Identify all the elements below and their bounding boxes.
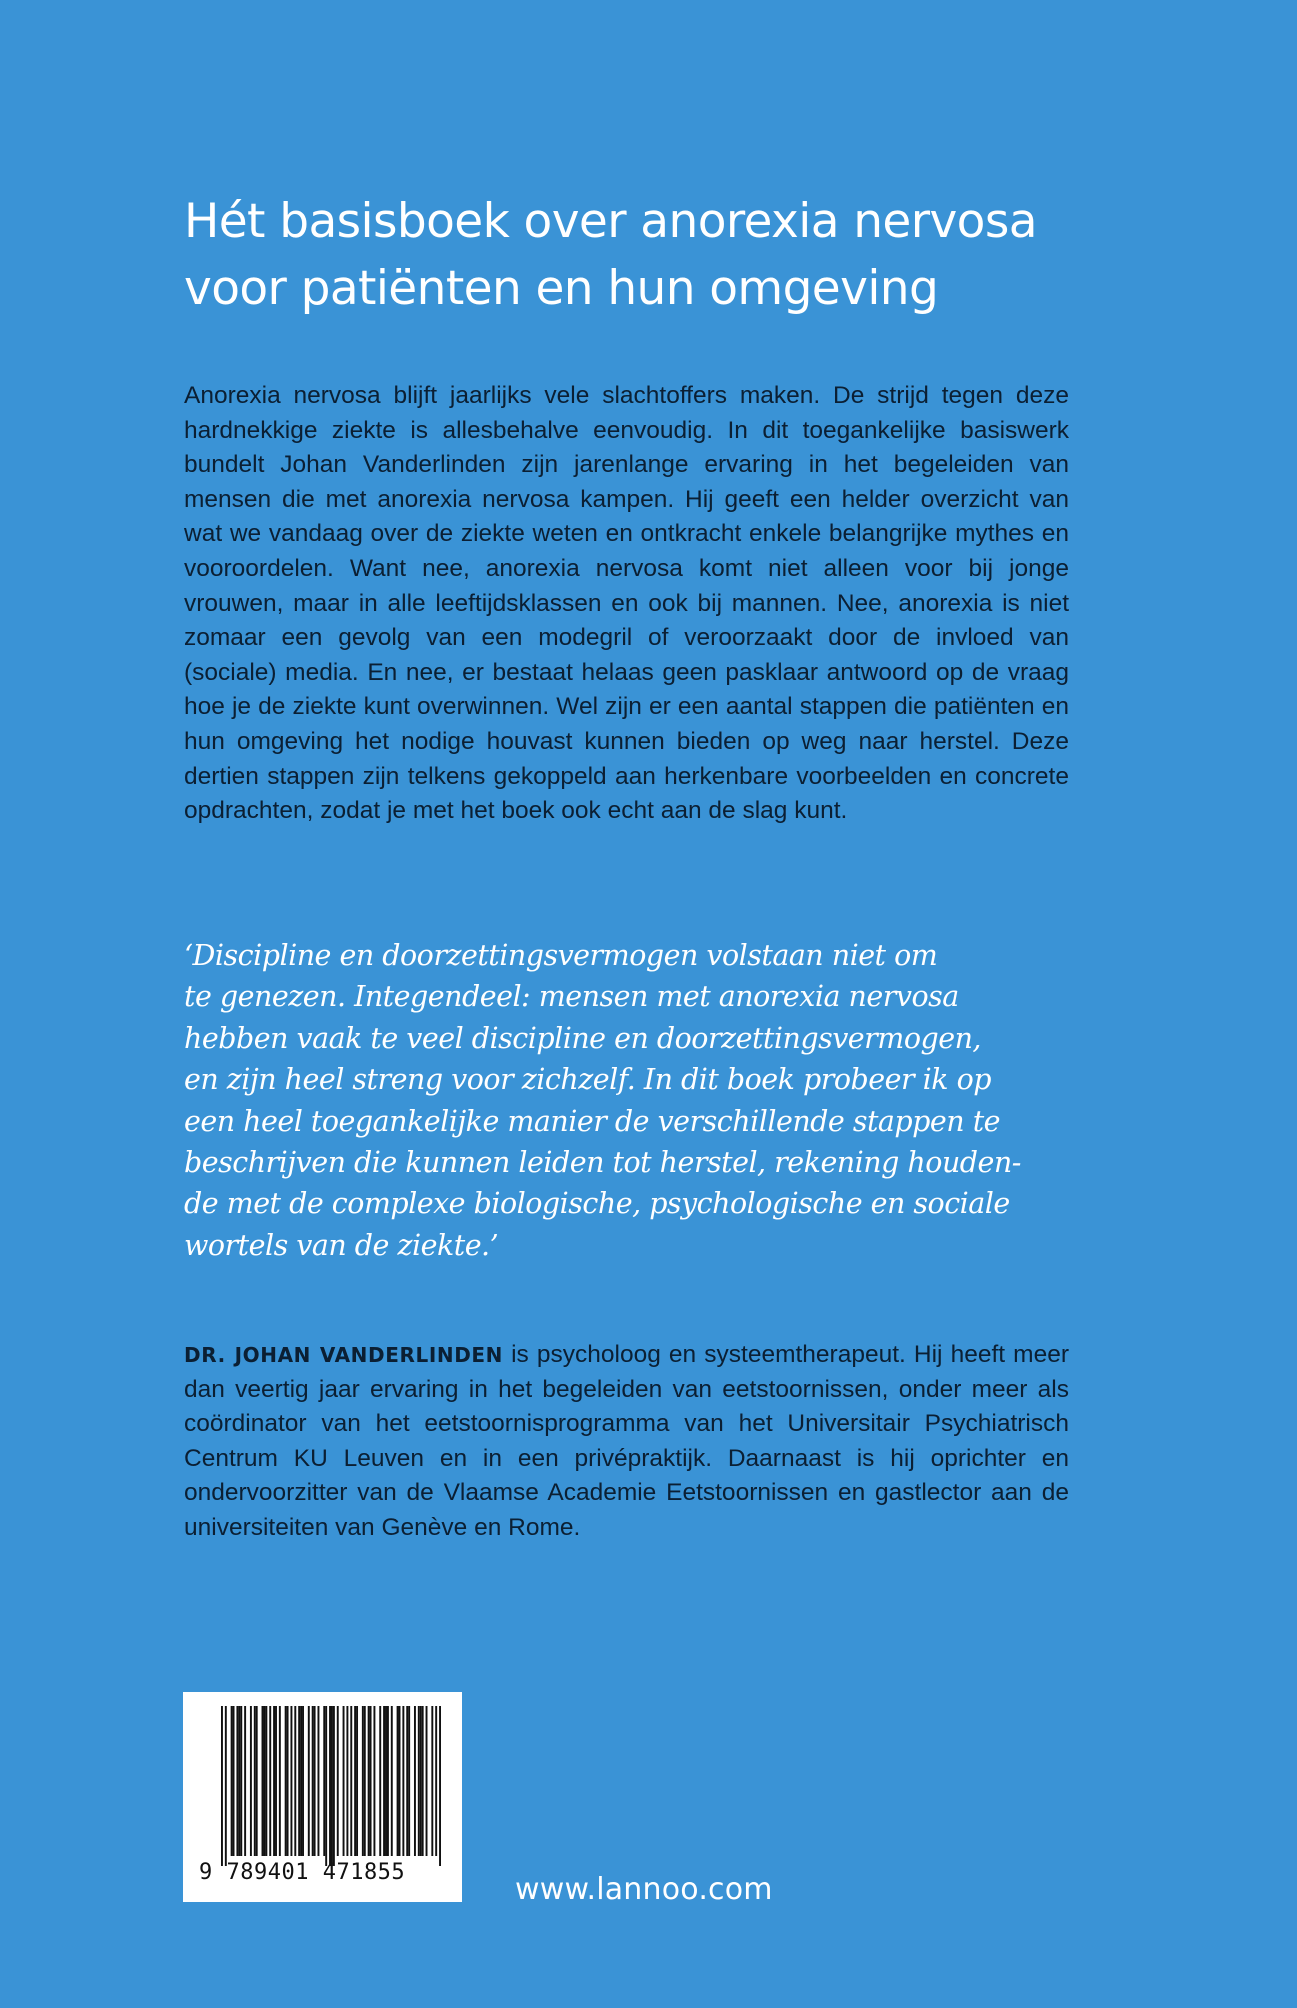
barcode-bar [265,1706,267,1856]
barcode-bar [331,1706,333,1866]
barcode-bar [418,1706,420,1856]
quote-line: wortels van de ziekte.’ [184,1228,499,1262]
barcode-bar [435,1706,437,1856]
barcode-bar [333,1706,335,1866]
barcode-bar [431,1706,433,1856]
barcode-bar [408,1706,410,1856]
author-quote [184,935,1084,1266]
barcode-bar [312,1706,314,1856]
barcode-bar [420,1706,422,1856]
barcode-bar [337,1706,339,1856]
quote-line: de met de complexe biologische, psychologische en sociale [184,1187,1010,1221]
barcode-bar [314,1706,316,1856]
barcode-bar [354,1706,356,1856]
barcode-bar [273,1706,275,1856]
barcode-bar [383,1706,385,1856]
barcode-bar [329,1706,331,1866]
headline-line-2: voor patiënten en hun omgeving [184,261,939,316]
quote-line: beschrijven die kunnen leiden tot herstel, rekening houden- [184,1146,1021,1180]
author-name: DR. JOHAN VANDERLINDEN [184,1343,503,1367]
barcode-bar [391,1706,393,1856]
barcode-bar [399,1706,401,1856]
barcode-bar [346,1706,348,1856]
cover-headline [184,188,1104,322]
barcode-bar [256,1706,258,1856]
barcode-bar [250,1706,252,1856]
barcode-bar [373,1706,375,1856]
barcode-bar [231,1706,233,1856]
barcode-bar [308,1706,310,1856]
barcode-bar [397,1706,399,1856]
barcode-bar [379,1706,381,1856]
barcode-bar [294,1706,296,1856]
barcode-bar [439,1706,441,1866]
barcode-bar [254,1706,256,1856]
barcode-bar [279,1706,281,1856]
barcode-bar [238,1706,240,1856]
isbn-barcode [183,1692,462,1902]
barcode-bar [414,1706,416,1856]
quote-line: hebben vaak te veel discipline en doorzettingsvermogen, [184,1021,981,1055]
barcode-bar [269,1706,271,1856]
headline-line-1: Hét basisboek over anorexia nervosa [184,194,1037,249]
barcode-bar [370,1706,372,1856]
author-bio [184,1338,1069,1546]
barcode-bar [426,1706,428,1856]
barcode-bar [387,1706,389,1856]
barcode-bar [290,1706,292,1856]
barcode-bar [221,1706,223,1866]
barcode-bar [233,1706,235,1856]
barcode-bar [356,1706,358,1856]
barcode-bar [300,1706,302,1856]
barcode-bar [263,1706,265,1856]
barcode-bar [285,1706,287,1856]
quote-line: te genezen. Integendeel: mensen met anorexia nervosa [184,980,959,1014]
barcode-bar [236,1706,238,1856]
publisher-website: www.lannoo.com [515,1872,773,1907]
barcode-digits: 9 789401 471855 [199,1860,406,1885]
barcode-bar [385,1706,387,1856]
barcode-bar [287,1706,289,1856]
barcode-bar [302,1706,304,1856]
barcode-bar [317,1706,319,1856]
quote-line: een heel toegankelijke manier de verschillende stappen te [184,1104,1001,1138]
barcode-bar [362,1706,364,1856]
barcode-bar [225,1706,227,1866]
barcode-bar [364,1706,366,1856]
barcode-bar [244,1706,246,1856]
barcode-bar [275,1706,277,1856]
quote-line: en zijn heel streng voor zichzelf. In dit boek probeer ik op [184,1063,992,1097]
barcode-bar [323,1706,325,1856]
barcode-bar [240,1706,242,1856]
barcode-bar [402,1706,404,1856]
barcode-bar [406,1706,408,1856]
barcode-bar [325,1706,327,1866]
barcode-bar [350,1706,352,1856]
author-bio-text: is psycholoog en systeemtherapeut. Hij heeft meer dan veertig jaar ervaring in het begeleiden van eetstoornissen, onder meer als coördinator van het eetstoornisprogramma van het Universitair Psychiatrisch Centrum KU Leuven en in een privépraktijk. Daarnaast is hij oprichter en ondervoorzitter van de Vlaamse Academie Eetstoornissen en gastlector aan de universiteiten van Genève en Rome. [184,1341,1069,1541]
barcode-bar [343,1706,345,1856]
book-description: Anorexia nervosa blijft jaarlijks vele slachtoffers maken. De strijd tegen deze hardnekkige ziekte is allesbehalve eenvoudig. In dit toegankelijke basiswerk bundelt Johan Vanderlinden zijn jarenlange ervaring in het begeleiden van mensen die met anorexia nervosa kampen. Hij geeft een helder overzicht van wat we vandaag over de ziekte weten en ontkracht enkele belangrijke mythes en vooroordelen. Want nee, anorexia nervosa komt niet alleen voor bij jonge vrouwen, maar in alle leeftijdsklassen en ook bij mannen. Nee, anorexia is niet zomaar een gevolg van een modegril of veroorzaakt door de invloed van (sociale) media. En nee, er bestaat helaas geen pasklaar antwoord op de vraag hoe je de ziekte kunt overwinnen. Wel zijn er een aantal stappen die patiënten en hun omgeving het nodige houvast kunnen bieden op weg naar herstel. Deze dertien stappen zijn telkens gekoppeld aan herkenbare voorbeelden en concrete opdrachten, zodat je met het boek ook echt aan de slag kunt. [184,382,1069,825]
barcode-bar [368,1706,370,1856]
barcode-bar [422,1706,424,1856]
barcode-bar [262,1706,264,1856]
quote-line: ‘Discipline en doorzettingsvermogen volstaan niet om [184,939,938,972]
barcode-bar [298,1706,300,1856]
